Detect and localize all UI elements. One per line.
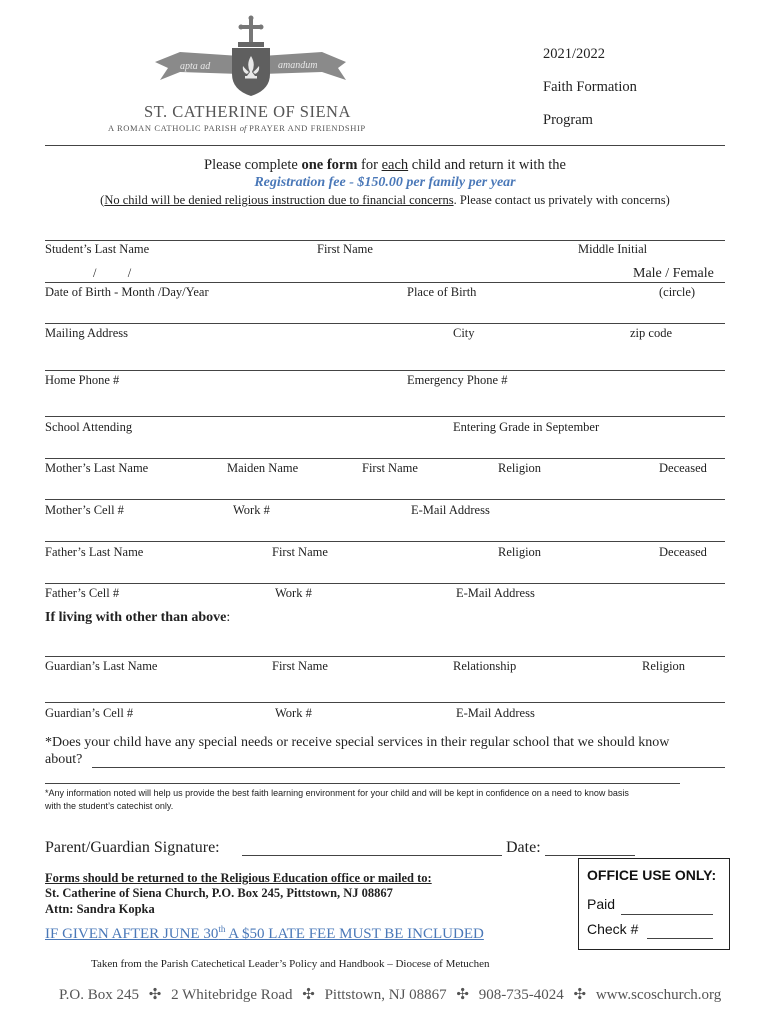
mailing-address-line[interactable] xyxy=(45,323,725,324)
middle-initial-label: Middle Initial xyxy=(578,242,648,256)
intro-text-c: for xyxy=(357,157,382,173)
office-paid-label: Paid xyxy=(587,896,616,912)
guardian-name-line[interactable] xyxy=(45,656,725,657)
if-living-colon: : xyxy=(226,610,231,625)
parish-name: ST. CATHERINE OF SIENA xyxy=(144,102,351,121)
parish-subtitle-prefix: A ROMAN CATHOLIC PARISH xyxy=(108,123,237,133)
signature-label: Parent/Guardian Signature: xyxy=(45,839,220,856)
school-attending-label: School Attending xyxy=(45,420,133,434)
date-label: Date: xyxy=(506,839,541,856)
parish-subtitle-suffix: PRAYER AND FRIENDSHIP xyxy=(249,123,366,133)
footer-address xyxy=(45,985,725,1004)
intro-one-form: one form xyxy=(301,157,358,173)
intro-text-a: Please complete xyxy=(204,157,302,173)
mother-deceased-label: Deceased xyxy=(659,461,707,475)
father-religion-label: Religion xyxy=(498,545,542,559)
footer-separator-icon: ✣ xyxy=(456,987,469,1003)
father-name-line[interactable] xyxy=(45,541,725,542)
intro-each: each xyxy=(381,157,409,173)
city-label: City xyxy=(453,326,475,340)
office-paid-line[interactable] xyxy=(621,914,713,915)
footer-website-link[interactable]: www.scoschurch.org xyxy=(595,987,722,1003)
guardian-work-label: Work # xyxy=(275,706,312,720)
guardian-last-name-label: Guardian’s Last Name xyxy=(45,659,158,673)
place-of-birth-label: Place of Birth xyxy=(407,285,477,299)
registration-fee: Registration fee - $150.00 per family per year xyxy=(254,175,516,190)
father-cell-label: Father’s Cell # xyxy=(45,586,120,600)
program-name-line2: Program xyxy=(543,112,593,128)
date-line[interactable] xyxy=(545,855,635,856)
parish-logo xyxy=(150,14,380,98)
emergency-phone-label: Emergency Phone # xyxy=(407,373,508,387)
footer-city: Pittstown, NJ 08867 xyxy=(324,987,447,1003)
svg-text:apta ad: apta ad xyxy=(180,61,211,72)
father-first-name-label: First Name xyxy=(272,545,328,559)
maiden-name-label: Maiden Name xyxy=(227,461,299,475)
zip-code-label: zip code xyxy=(630,326,672,340)
late-fee-sup: th xyxy=(218,924,226,934)
footer-separator-icon: ✣ xyxy=(573,987,587,1003)
guardian-email-label: E-Mail Address xyxy=(456,706,535,720)
guardian-relationship-label: Relationship xyxy=(453,659,517,673)
return-attention: Attn: Sandra Kopka xyxy=(45,902,155,916)
home-phone-label: Home Phone # xyxy=(45,373,120,387)
parish-crest-icon xyxy=(150,14,380,98)
intro-line xyxy=(0,157,770,174)
header-divider xyxy=(45,145,725,146)
guardian-cell-label: Guardian’s Cell # xyxy=(45,706,134,720)
father-work-label: Work # xyxy=(275,586,312,600)
office-use-box xyxy=(578,858,730,950)
source-note: Taken from the Parish Catechetical Leader’s Policy and Handbook – Diocese of Metuchen xyxy=(91,958,490,970)
footer-po-box: P.O. Box 245 xyxy=(59,987,140,1003)
late-fee-notice xyxy=(45,924,484,943)
special-needs-question: *Does your child have any special needs or receive special services in their regular school that we should know xyxy=(45,735,670,750)
mother-email-label: E-Mail Address xyxy=(411,503,490,517)
if-living-heading xyxy=(45,610,230,626)
return-instructions: Forms should be returned to the Religious Education office or mailed to: xyxy=(45,871,432,885)
mother-first-name-label: First Name xyxy=(362,461,418,475)
first-name-label: First Name xyxy=(317,242,373,256)
guardian-religion-label: Religion xyxy=(642,659,686,673)
father-email-label: E-Mail Address xyxy=(456,586,535,600)
footer-phone[interactable]: 908-735-4024 xyxy=(478,987,564,1003)
phone-line[interactable] xyxy=(45,370,725,371)
guardian-cell-line[interactable] xyxy=(45,702,725,703)
dob-line[interactable] xyxy=(45,282,725,283)
svg-text:amandum: amandum xyxy=(278,60,318,71)
parish-subtitle xyxy=(108,123,366,133)
male-female-label[interactable]: Male / Female xyxy=(633,266,714,281)
entering-grade-label: Entering Grade in September xyxy=(453,420,600,434)
financial-note-open: ( xyxy=(100,193,105,207)
father-last-name-label: Father’s Last Name xyxy=(45,545,144,559)
student-name-line[interactable] xyxy=(45,240,725,241)
mother-name-line[interactable] xyxy=(45,458,725,459)
office-check-line[interactable] xyxy=(647,938,713,939)
circle-label: (circle) xyxy=(659,285,696,299)
mother-cell-label: Mother’s Cell # xyxy=(45,503,124,517)
dob-slashes: / / xyxy=(93,266,132,280)
footer-street: 2 Whitebridge Road xyxy=(171,987,293,1003)
financial-note-rest: . Please contact us privately with concerns) xyxy=(453,193,670,207)
dob-label: Date of Birth - Month /Day/Year xyxy=(45,285,209,299)
parish-subtitle-of: of xyxy=(239,123,247,133)
financial-note-underlined: No child will be denied religious instruction due to financial concerns xyxy=(104,193,454,207)
father-deceased-label: Deceased xyxy=(659,545,707,559)
signature-line[interactable] xyxy=(242,855,502,856)
if-living-text: If living with other than above xyxy=(45,610,227,625)
mother-last-name-label: Mother’s Last Name xyxy=(45,461,149,475)
mother-religion-label: Religion xyxy=(498,461,542,475)
return-address: St. Catherine of Siena Church, P.O. Box 245, Pittstown, NJ 08867 xyxy=(45,886,393,900)
program-year: 2021/2022 xyxy=(543,46,606,62)
late-fee-text-b: A $50 LATE FEE MUST BE INCLUDED xyxy=(225,926,484,942)
school-line[interactable] xyxy=(45,416,725,417)
footer-separator-icon: ✣ xyxy=(302,987,315,1003)
footer-separator-icon: ✣ xyxy=(148,987,162,1003)
special-needs-about: about? xyxy=(45,752,83,767)
special-needs-answer-line-1[interactable] xyxy=(92,767,725,768)
mailing-address-label: Mailing Address xyxy=(45,326,128,340)
student-last-name-label: Student’s Last Name xyxy=(45,242,150,256)
special-needs-footnote-1: *Any information noted will help us provide the best faith learning environment for your child and will be kept in confidence on a need to know basis xyxy=(45,788,629,798)
guardian-first-name-label: First Name xyxy=(272,659,328,673)
father-cell-line[interactable] xyxy=(45,583,725,584)
financial-note xyxy=(0,193,770,208)
office-use-title: OFFICE USE ONLY: xyxy=(587,867,717,883)
mother-work-label: Work # xyxy=(233,503,270,517)
intro-text-e: child and return it with the xyxy=(408,157,566,173)
special-needs-answer-line-2[interactable] xyxy=(45,783,680,784)
program-name-line1: Faith Formation xyxy=(543,79,637,95)
late-fee-text-a: IF GIVEN AFTER JUNE 30 xyxy=(45,926,219,942)
mother-cell-line[interactable] xyxy=(45,499,725,500)
special-needs-footnote-2: with the student’s catechist only. xyxy=(45,801,174,811)
office-check-label: Check # xyxy=(587,921,639,937)
